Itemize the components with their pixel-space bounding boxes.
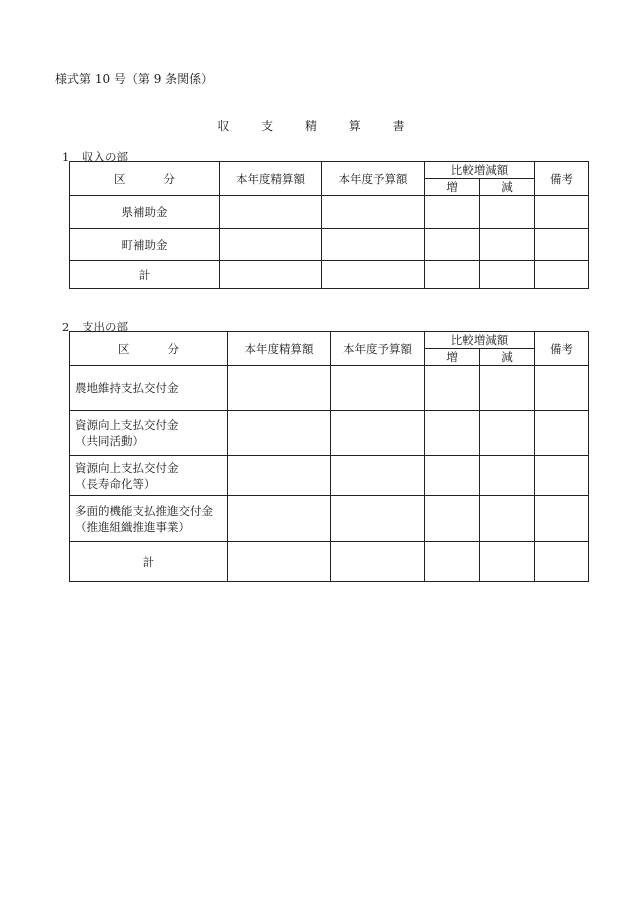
income-header-category [70,162,220,196]
income-header-row [70,162,589,179]
income-section-number: 1 [62,150,70,164]
expense-row-label [70,496,228,542]
expense-table [69,331,589,582]
expense-header-remarks: 備考 [535,332,589,366]
table-row [70,229,589,261]
expense-row-label-line1: 農地維持支払交付金 [75,381,179,395]
table-row [70,456,589,496]
income-cell-budget [322,261,425,289]
income-cell-remarks [535,261,589,289]
expense-section-number: 2 [62,320,70,334]
income-cell-settled [220,229,322,261]
expense-cell-budget [331,456,425,496]
income-section-title: 収入の部 [82,150,128,164]
expense-section-title: 支出の部 [82,320,128,334]
expense-row-label-line1: 資源向上支払交付金 [75,460,179,475]
expense-cell-decrease [480,496,535,542]
table-row [70,366,589,411]
expense-cell-remarks [535,411,589,456]
expense-cell-settled [228,411,331,456]
income-cell-settled [220,261,322,289]
expense-cell-settled [228,456,331,496]
income-cell-decrease [480,229,535,261]
income-row-total-label: 計 [70,261,220,289]
expense-cell-settled [228,496,331,542]
expense-header-increase: 増 [425,349,480,366]
expense-header-category-b: 分 [167,341,179,356]
expense-cell-budget [331,411,425,456]
expense-row-label-line2: （共同活動） [75,434,144,448]
expense-header-decrease: 減 [480,349,535,366]
expense-cell-remarks [535,542,589,582]
expense-cell-decrease [480,411,535,456]
table-row [70,411,589,456]
expense-cell-increase [425,496,480,542]
expense-row-label-line2: （長寿命化等） [75,476,156,491]
expense-cell-budget [331,496,425,542]
expense-row-label [70,456,228,496]
expense-cell-decrease [480,456,535,496]
expense-cell-settled [228,366,331,411]
income-cell-decrease [480,196,535,229]
expense-cell-increase [425,366,480,411]
expense-cell-settled [228,542,331,582]
expense-header-category [70,332,228,366]
income-cell-settled [220,196,322,229]
income-cell-decrease [480,261,535,289]
expense-cell-budget [331,366,425,411]
income-row-label: 県補助金 [70,196,220,229]
expense-row-label [70,366,228,411]
expense-header-comparison: 比較増減額 [425,332,535,349]
expense-header-budget: 本年度予算額 [331,332,425,366]
expense-header-settled: 本年度精算額 [228,332,331,366]
expense-row-label-line1: 多面的機能支払推進交付金 [75,503,213,518]
income-header-settled: 本年度精算額 [220,162,322,196]
expense-cell-increase [425,542,480,582]
income-header-decrease: 減 [480,179,535,196]
income-header-comparison: 比較増減額 [425,162,535,179]
expense-cell-remarks [535,456,589,496]
income-cell-increase [425,261,480,289]
expense-cell-remarks [535,366,589,411]
expense-cell-increase [425,456,480,496]
expense-header-row [70,332,589,349]
expense-row-total-label: 計 [70,542,228,582]
income-cell-remarks [535,196,589,229]
income-cell-budget [322,196,425,229]
expense-cell-decrease [480,366,535,411]
income-cell-increase [425,229,480,261]
expense-row-label-line2: （推進組織推進事業） [75,519,190,534]
table-row [70,542,589,582]
income-table [69,161,589,289]
income-header-increase: 増 [425,179,480,196]
expense-cell-remarks [535,496,589,542]
income-header-category-a: 区 [114,171,126,186]
expense-row-label-line1: 資源向上支払交付金 [75,418,179,432]
income-row-label: 町補助金 [70,229,220,261]
document-title: 収 支 精 算 書 [217,119,419,133]
expense-header-category-a: 区 [118,341,130,356]
form-number: 様式第 10 号（第 9 条関係） [55,72,214,86]
income-header-category-b: 分 [163,171,175,186]
table-row [70,496,589,542]
income-cell-increase [425,196,480,229]
table-row [70,196,589,229]
income-header-budget: 本年度予算額 [322,162,425,196]
income-cell-remarks [535,229,589,261]
table-row [70,261,589,289]
expense-cell-decrease [480,542,535,582]
expense-cell-budget [331,542,425,582]
income-header-remarks: 備考 [535,162,589,196]
expense-cell-increase [425,411,480,456]
expense-row-label [70,411,228,456]
income-cell-budget [322,229,425,261]
